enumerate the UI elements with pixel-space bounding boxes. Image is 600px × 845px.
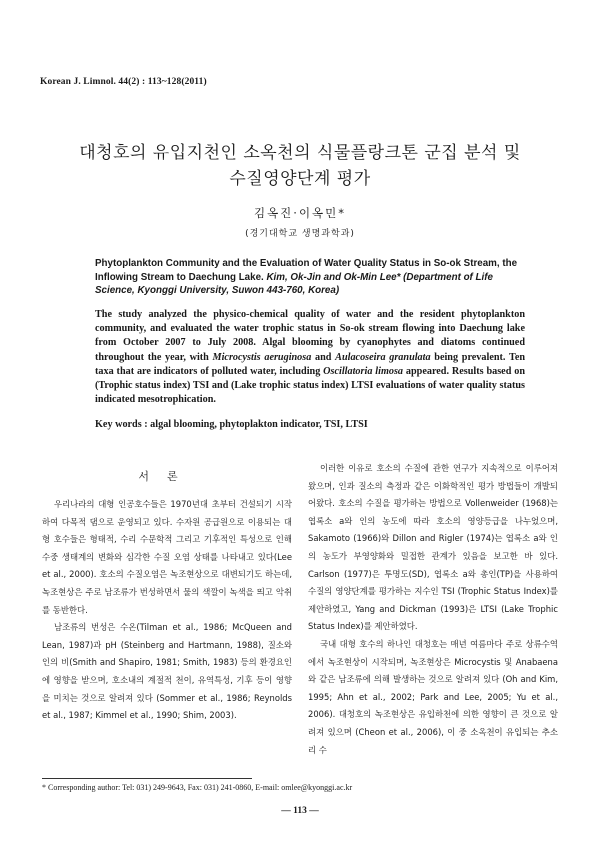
section-heading-introduction: 서론: [138, 470, 196, 483]
footnote-divider: [42, 778, 252, 779]
abstract-and: and: [311, 351, 336, 363]
keywords: Key words : algal blooming, phytoplakton indicator, TSI, LTSI: [95, 419, 368, 430]
korean-authors: 김옥진·이옥민*: [253, 206, 347, 220]
english-title: Phytoplankton Community and the Evaluation of Water Quality Status in So-ok Stream, the Inflowing Stream to Daechung Lake.: [95, 258, 518, 283]
species-microcystis: Microcystis aeruginosa: [212, 351, 312, 363]
korean-affiliation: (경기대학교 생명과학과): [245, 229, 355, 239]
body-paragraph: 국내 대형 호수의 하나인 대청호는 매년 여름마다 주로 상류수역에서 녹조현상이 시작되며, 녹조현상은 Microcystis 및 Anabaena와 같은 남조류에 의해 발생하는 것으로 알려져 있다 (Oh and Kim, 1995; Ahn et al., 2002; Park and Lee, 2005; Yu et al., 2006). 대청호의 녹조현상은 유입하천에 의한 영향이 큰 것으로 알려져 있으며 (Cheon et al., 2006), 이 중 소옥천이 유입되는 추소리 수: [308, 638, 558, 755]
journal-citation: Korean J. Limnol. 44(2) : 113~128(2011): [40, 77, 207, 87]
english-authors: Kim, Ok-Jin and Ok-Min Lee*: [266, 271, 401, 283]
korean-title-line2: 수질영양단계 평가: [229, 169, 371, 189]
abstract-text-2: being prevalent. Ten taxa that are indicators of polluted water, including: [95, 351, 526, 377]
english-title-block: [95, 257, 525, 298]
abstract-text-1: The study analyzed the physico-chemical quality of water and the resident phytoplankton community, and evaluated the water trophic status in So-ok stream flowing into Daechung lake from October 2007 to July 2008. Algal blooming by cyanophytes and diatoms continued throughout the year, with: [95, 309, 525, 363]
abstract: [95, 308, 525, 407]
left-column: [42, 468, 292, 725]
species-oscillatoria: Oscillatoria limosa: [323, 365, 404, 377]
body-paragraph: 남조류의 번성은 수온(Tilman et al., 1986; McQueen and Lean, 1987)과 pH (Steinberg and Hartmann, 1988), 질소와 인의 비(Smith and Shapiro, 1981; Smith, 1983) 등의 환경요인에 영향을 받으며, 호소내의 계절적 천이, 유역특성, 기후 등이 영향을 미치는 것으로 알려져 있다 (Sommer et al., 1986; Reynolds et al., 1987; Kimmel et al., 1990; Shim, 2003).: [42, 622, 292, 721]
abstract-text-3: appeared. Results based on (Trophic status index) TSI and (Lake trophic status index) LTSI evaluations of water quality status indicated mesotrophication.: [95, 365, 526, 406]
right-column: [308, 460, 558, 759]
page-number: — 113 —: [281, 806, 319, 816]
species-aulacoseira: Aulacoseira granulata: [335, 351, 431, 363]
body-paragraph: 우리나라의 대형 인공호수들은 1970년대 초부터 건설되기 시작하여 다목적 댐으로 운영되고 있다. 수자원 공급원으로 이용되는 대형 호수들은 형태적, 수리 수문학적 그리고 기후적인 특성으로 인해 수중 생태계의 변화와 심각한 수질 오염 상태를 나타내고 있다(Lee et al., 2000). 호소의 수질오염은 녹조현상으로 대변되기도 하는데, 녹조현상은 주로 남조류가 번성하면서 물의 색깔이 녹색을 띄고 악취를 동반한다.: [42, 499, 292, 615]
body-paragraph: 이러한 이유로 호소의 수질에 관한 연구가 지속적으로 이루어져 왔으며, 인과 질소의 측정과 같은 이화학적인 평가 방법들이 개발되어왔다. 호소의 수질을 평가하는 방법으로 Vollenweider (1968)는 엽록소 a와 인의 농도에 따라 호소의 영양등급을 나누었으며, Sakamoto (1966)와 Dillon and Rigler (1974)는 엽록소 a와 인의 농도가 부영양화와 밀접한 관계가 있음을 보고한 바 있다. Carlson (1977)은 투명도(SD), 엽록소 a와 총인(TP)을 사용하여 수질의 영양단계를 평가하는 지수인 TSI (Trophic Status Index)를 제안하였고, Yang and Dickman (1993)은 LTSI (Lake Trophic Status Index)를 제안하였다.: [308, 463, 558, 632]
korean-title: [0, 140, 600, 192]
korean-title-line1: 대청호의 유입지천인 소옥천의 식물플랑크톤 군집 분석 및: [79, 143, 521, 163]
corresponding-author-footnote: * Corresponding author: Tel: 031) 249-9643, Fax: 031) 241-0860, E-mail: omlee@kyonggi.ac.kr: [42, 783, 353, 792]
english-affiliation: (Department of Life Science, Kyonggi University, Suwon 443-760, Korea): [95, 271, 493, 296]
